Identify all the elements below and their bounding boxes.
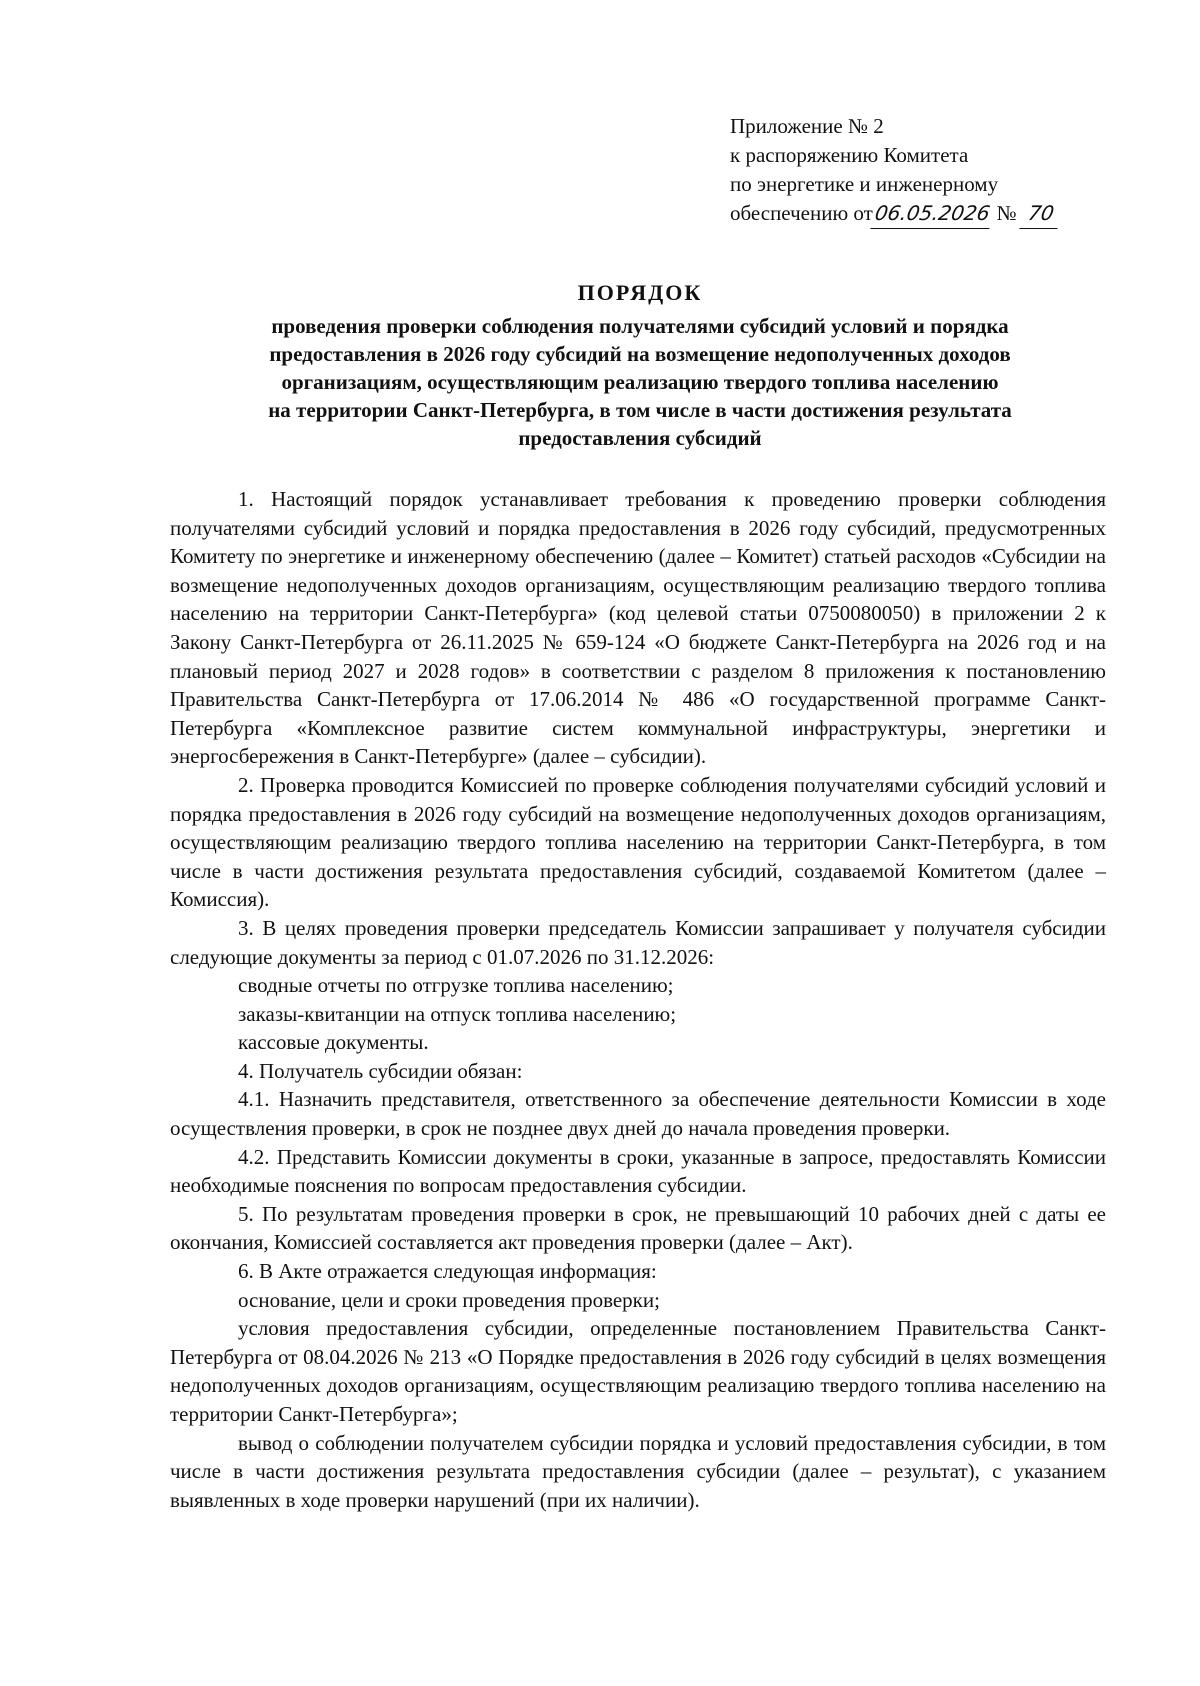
number-sign: № [996, 201, 1017, 225]
paragraph-6: 6. В Акте отражается следующая информация: [238, 1259, 657, 1284]
list-item: кассовые документы. [238, 1030, 429, 1055]
paragraph-4-1: 4.1. Назначить представителя, ответственного за обеспечение деятельности Комиссии в ходе осуществления проверки, в срок не позднее двух дней до начала проведения проверки. [170, 1087, 1106, 1141]
title-block [170, 278, 1110, 452]
document-subtitle [170, 312, 1110, 452]
document-title: ПОРЯДОК [577, 280, 703, 305]
list-item: вывод о соблюдении получателем субсидии порядка и условий предоставления субсидии, в том числе в части достижения результата предоставления субсидии (далее – результат), с указанием выявленных в ходе проверки нарушений (при их наличии). [170, 1430, 1106, 1512]
paragraph-1: 1. Настоящий порядок устанавливает требования к проведению проверки соблюдения получателями субсидий условий и порядка предоставления в 2026 году субсидий, предусмотренных Комитету по энергетике и инженерному обеспечению (далее – Комитет) статьей расходов «Субсидии на возмещение недополученных доходов организациям, осуществляющим реализацию твердого топлива населению на территории Санкт-Петербурга» (код целевой статьи 0750080050) в приложении 2 к Закону Санкт-Петербурга от 26.11.2025 № 659-124 «О бюджете Санкт-Петербурга на 2026 год и на плановый период 2027 и 2028 годов» в соответствии с разделом 8 приложения к постановлению Правительства Санкт-Петербурга от 17.06.2014 № 486 «О государственной программе Санкт-Петербурга «Комплексное развитие систем коммунальной инфраструктуры, энергетики и энергосбережения в Санкт-Петербурге» (далее – субсидии). [170, 487, 1106, 769]
appendix-line-4 [730, 199, 1170, 229]
handwritten-date: 06.05.2026 [870, 199, 994, 229]
subtitle-line: проведения проверки соблюдения получателями субсидий условий и порядка [271, 314, 1009, 338]
list-item: заказы-квитанции на отпуск топлива населению; [238, 1001, 677, 1026]
document-body [170, 485, 1106, 1514]
paragraph-4-2: 4.2. Представить Комиссии документы в сроки, указанные в запросе, предоставлять Комиссии необходимые пояснения по вопросам предоставления субсидии. [170, 1144, 1106, 1198]
paragraph-3: 3. В целях проведения проверки председатель Комиссии запрашивает у получателя субсидии следующие документы за период с 01.07.2026 по 31.12.2026: [170, 915, 1106, 969]
subtitle-line: организациям, осуществляющим реализацию твердого топлива населению [281, 370, 999, 394]
paragraph-2: 2. Проверка проводится Комиссией по проверке соблюдения получателями субсидий условий и порядка предоставления в 2026 году субсидий на возмещение недополученных доходов организациям, осуществляющим реализацию твердого топлива населению на территории Санкт-Петербурга, в том числе в части достижения результата предоставления субсидий, создаваемой Комитетом (далее – Комиссия). [170, 772, 1106, 912]
list-item: сводные отчеты по отгрузке топлива населению; [238, 973, 674, 998]
subtitle-line: предоставления в 2026 году субсидий на возмещение недополученных доходов [269, 342, 1011, 366]
subtitle-line: на территории Санкт-Петербурга, в том числе в части достижения результата [268, 398, 1012, 422]
list-item: основание, цели и сроки проведения проверки; [238, 1287, 660, 1312]
appendix-header [730, 112, 1170, 229]
appendix-line-1: Приложение № 2 [730, 114, 884, 138]
paragraph-5: 5. По результатам проведения проверки в срок, не превышающий 10 рабочих дней с даты ее окончания, Комиссией составляется акт проведения проверки (далее – Акт). [170, 1201, 1106, 1255]
appendix-line-3: по энергетике и инженерному [730, 172, 999, 196]
paragraph-4: 4. Получатель субсидии обязан: [238, 1058, 523, 1083]
list-item: условия предоставления субсидии, определенные постановлением Правительства Санкт-Петербурга от 08.04.2026 № 213 «О Порядке предоставления в 2026 году субсидий в целях возмещения недополученных доходов организациям, осуществляющим реализацию твердого топлива населению на территории Санкт-Петербурга»; [170, 1316, 1106, 1426]
subtitle-line: предоставления субсидий [518, 426, 762, 450]
handwritten-number: 70 [1019, 199, 1062, 229]
appendix-line-2: к распоряжению Комитета [730, 143, 969, 167]
appendix-date-prefix: обеспечению от [730, 201, 873, 225]
